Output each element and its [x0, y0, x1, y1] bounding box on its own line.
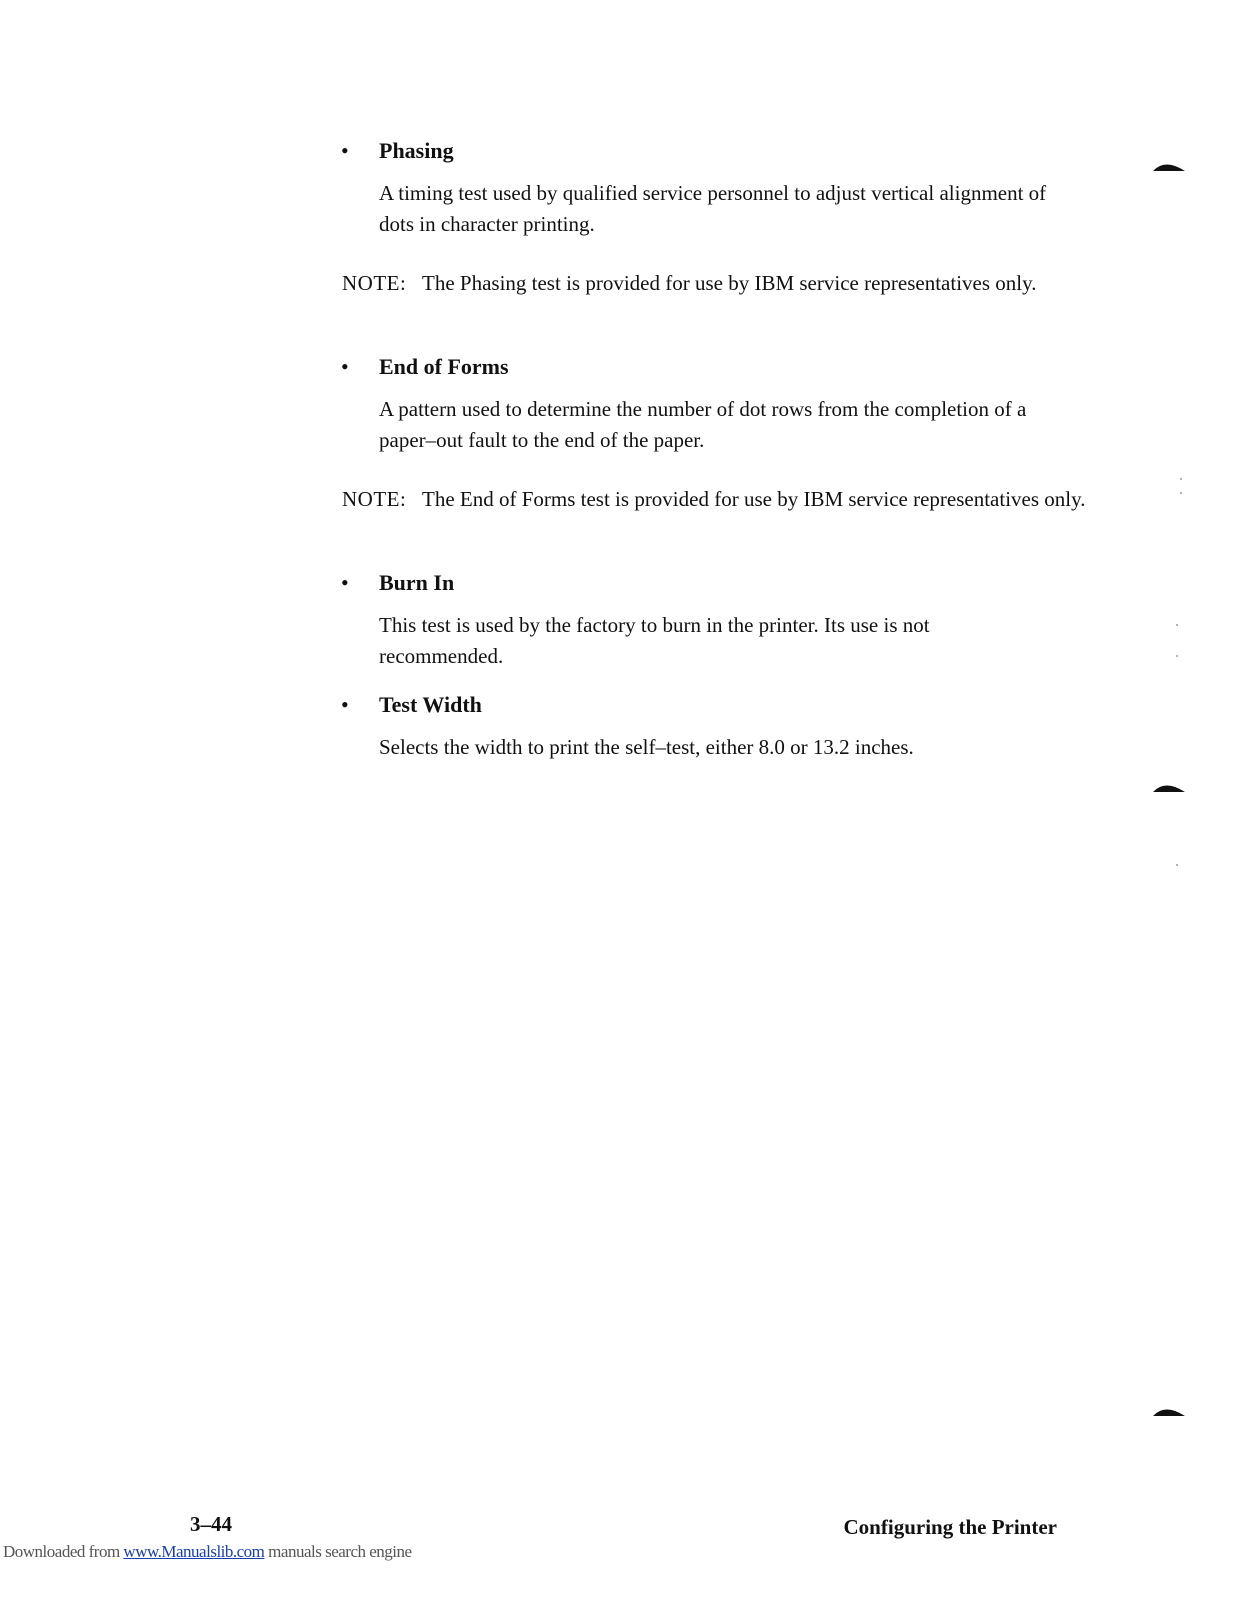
scan-speck	[1180, 492, 1182, 494]
note-end-of-forms	[342, 484, 1142, 515]
list-item-test-width	[341, 692, 1061, 763]
bullet-icon: •	[341, 354, 349, 379]
note-text: The End of Forms test is provided for use by IBM service representatives only.	[422, 487, 1086, 511]
item-description: A pattern used to determine the number of dot rows from the completion of a paper–out fault to the end of the paper.	[379, 397, 1027, 452]
note-label: NOTE:	[342, 487, 407, 511]
section-title: Configuring the Printer	[843, 1515, 1057, 1539]
item-description: A timing test used by qualified service personnel to adjust vertical alignment of dots in character printing.	[379, 181, 1047, 236]
item-description: Selects the width to print the self–test, either 8.0 or 13.2 inches.	[379, 735, 914, 759]
edge-mark-icon	[1151, 779, 1187, 793]
scan-speck	[1176, 624, 1178, 626]
note-label: NOTE:	[342, 271, 407, 295]
list-item-burn-in	[341, 570, 1061, 672]
download-prefix: Downloaded from	[3, 1542, 124, 1561]
download-suffix: manuals search engine	[264, 1542, 412, 1561]
item-title: Burn In	[379, 570, 455, 595]
bullet-icon: •	[341, 570, 349, 595]
scan-speck	[1176, 655, 1178, 657]
bullet-icon: •	[341, 692, 349, 717]
item-title: Phasing	[379, 138, 454, 163]
list-item-end-of-forms	[341, 354, 1061, 456]
bullet-icon: •	[341, 138, 349, 163]
edge-mark-icon	[1151, 158, 1187, 172]
download-footer	[3, 1542, 412, 1562]
edge-mark-icon	[1151, 1403, 1187, 1417]
list-item-phasing	[341, 138, 1061, 240]
page-number: 3–44	[190, 1512, 232, 1536]
item-description: This test is used by the factory to burn in the printer. Its use is not recommended.	[379, 613, 930, 668]
note-text: The Phasing test is provided for use by IBM service representatives only.	[422, 271, 1037, 295]
note-phasing	[342, 268, 1142, 299]
item-title: End of Forms	[379, 354, 509, 379]
item-title: Test Width	[379, 692, 482, 717]
manualslib-link[interactable]: www.Manualslib.com	[123, 1542, 265, 1561]
scan-speck	[1176, 864, 1178, 866]
scan-speck	[1180, 478, 1182, 480]
